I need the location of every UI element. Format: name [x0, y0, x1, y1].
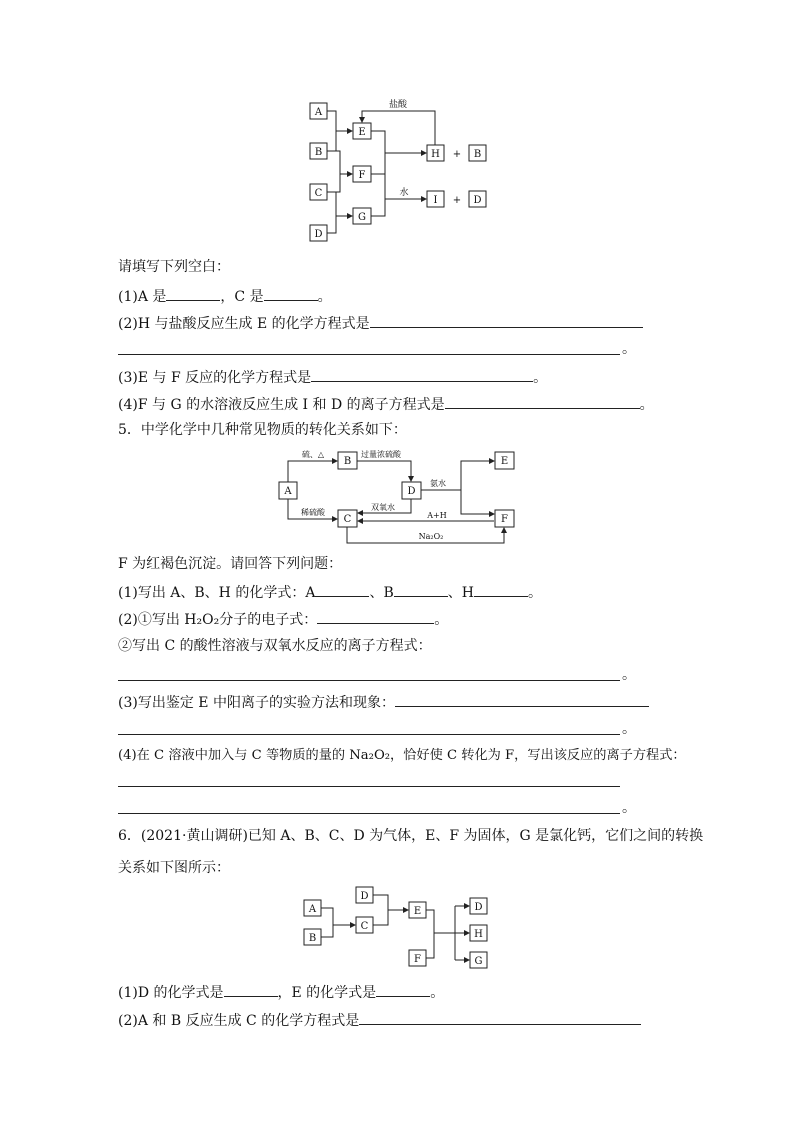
q5-part1-label: (1)写出 A、B、H 的化学式：A [118, 585, 316, 601]
node-b-product: B [473, 149, 482, 160]
label-na2o2: Na₂O₂ [418, 532, 444, 541]
period: 。 [622, 341, 636, 357]
label-water: 水 [399, 188, 409, 198]
q6-part2 [118, 1010, 641, 1030]
period: 。 [430, 985, 445, 1001]
label-hydrogen-peroxide: 双氧水 [371, 503, 395, 512]
q4-part1-c-label: ，C 是 [220, 289, 264, 305]
node-g: G [358, 212, 366, 223]
answer-line[interactable] [118, 680, 620, 681]
q6-title-cont: 关系如下图所示： [118, 860, 230, 876]
period: 。 [533, 370, 548, 386]
q5-part1-b-label: 、B [369, 585, 394, 601]
answer-blank[interactable] [445, 394, 640, 409]
label-ammonia: 氨水 [430, 479, 446, 488]
label-a-plus-h: A+H [427, 511, 447, 520]
period: 。 [317, 289, 332, 305]
answer-blank[interactable] [224, 982, 278, 997]
node-d: D [407, 486, 416, 497]
q5-part3-label: (3)写出鉴定 E 中阳离子的实验方法和现象： [118, 695, 395, 711]
q5-part2b: ②写出 C 的酸性溶液与双氧水反应的离子方程式： [118, 638, 432, 654]
node-c: C [360, 921, 369, 932]
period: 。 [622, 721, 636, 737]
q5-part1 [118, 582, 542, 602]
q6-part1-e-label: ，E 的化学式是 [277, 985, 377, 1001]
period: 。 [434, 612, 449, 628]
answer-blank[interactable] [370, 313, 643, 328]
node-f: F [358, 170, 366, 181]
label-dilute-sulfuric-acid: 稀硫酸 [301, 508, 325, 517]
q4-part2 [118, 313, 643, 333]
node-b: B [343, 456, 352, 467]
node-h: H [431, 149, 440, 160]
plus-sign: + [452, 149, 462, 160]
q5-part4: (4)在 C 溶液中加入与 C 等物质的量的 Na₂O₂，恰好使 C 转化为 F，写出该反应的离子方程式： [118, 748, 686, 763]
q4-part1 [118, 286, 332, 306]
answer-line[interactable] [118, 734, 620, 735]
answer-blank[interactable] [394, 582, 448, 597]
answer-blank[interactable] [474, 582, 528, 597]
q4-part3 [118, 367, 547, 387]
node-c: C [314, 188, 323, 199]
q5-part1-h-label: 、H [447, 585, 474, 601]
answer-line[interactable] [118, 786, 620, 787]
node-b: B [314, 147, 323, 158]
q5-note: F 为红褐色沉淀。请回答下列问题： [118, 556, 343, 572]
answer-blank[interactable] [311, 367, 533, 382]
node-e: E [413, 906, 422, 917]
node-i: I [433, 195, 438, 206]
node-b: B [308, 933, 317, 944]
node-d: D [360, 891, 369, 902]
answer-blank[interactable] [315, 582, 369, 597]
node-a: A [308, 904, 317, 915]
q4-part4-label: (4)F 与 G 的水溶液反应生成 I 和 D 的离子方程式是 [118, 397, 445, 413]
node-h: H [474, 929, 483, 940]
answer-line[interactable] [118, 354, 620, 355]
q5-part3 [118, 692, 649, 712]
answer-blank[interactable] [395, 692, 649, 707]
reaction-diagram-1 [300, 95, 500, 245]
answer-blank[interactable] [317, 609, 434, 624]
node-g: G [474, 956, 483, 967]
answer-blank[interactable] [264, 286, 318, 301]
answer-line[interactable] [118, 813, 620, 814]
node-d-product: D [474, 902, 483, 913]
period: 。 [622, 667, 636, 683]
q6-part1-label: (1)D 的化学式是 [118, 985, 224, 1001]
node-f: F [501, 514, 508, 525]
answer-blank[interactable] [376, 982, 430, 997]
node-a: A [284, 486, 292, 497]
period: 。 [527, 585, 542, 601]
q6-title: 6．(2021·黄山调研)已知 A、B、C、D 为气体，E、F 为固体，G 是氯化钙，它们之间的转换 [118, 828, 704, 844]
node-f: F [414, 954, 421, 965]
answer-blank[interactable] [166, 286, 220, 301]
label-conc-sulfuric-acid: 过量浓硫酸 [361, 450, 401, 459]
reaction-diagram-2 [270, 445, 530, 550]
label-hcl: 盐酸 [388, 100, 408, 110]
node-a: A [314, 107, 323, 118]
node-e: E [500, 456, 509, 467]
q6-part1 [118, 982, 444, 1002]
node-d-product: D [473, 195, 482, 206]
q4-part3-label: (3)E 与 F 反应的化学方程式是 [118, 370, 312, 386]
period: 。 [639, 397, 654, 413]
q4-part2-label: (2)H 与盐酸反应生成 E 的化学方程式是 [118, 316, 370, 332]
q5-title: 5．中学化学中几种常见物质的转化关系如下： [118, 422, 407, 438]
node-d: D [314, 229, 323, 240]
answer-blank[interactable] [359, 1010, 641, 1025]
label-sulfur-heat: 硫、△ [301, 450, 325, 459]
node-e: E [358, 127, 366, 138]
q4-intro: 请填写下列空白： [118, 259, 230, 275]
period: 。 [622, 800, 636, 816]
q4-part1-a-label: (1)A 是 [118, 289, 167, 305]
q4-part4 [118, 394, 654, 414]
node-c: C [343, 514, 352, 525]
q6-part2-label: (2)A 和 B 反应生成 C 的化学方程式是 [118, 1013, 360, 1029]
q5-part2-label: (2)①写出 H₂O₂分子的电子式： [118, 612, 318, 628]
q5-part2 [118, 609, 448, 629]
plus-sign: + [452, 195, 462, 206]
reaction-diagram-3 [295, 882, 495, 972]
